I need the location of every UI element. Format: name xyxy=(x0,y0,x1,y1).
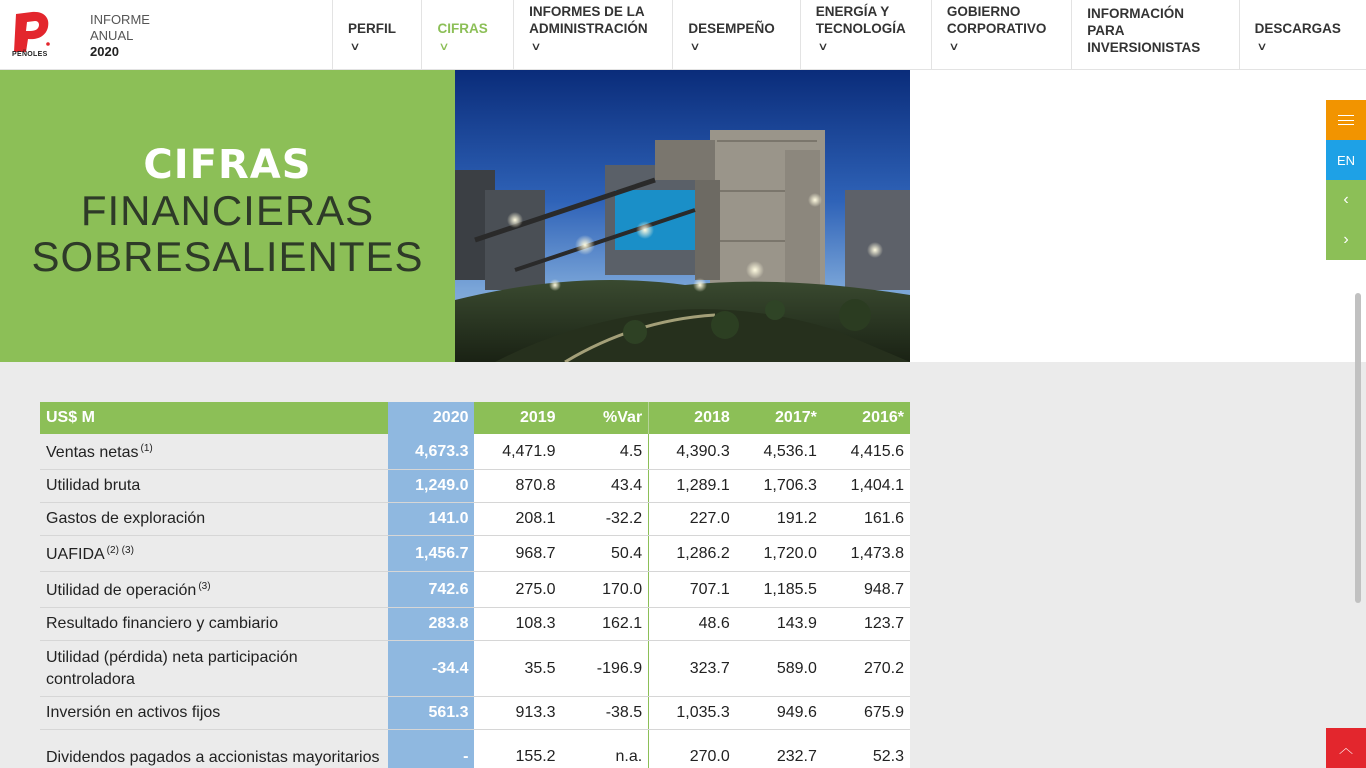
cell-2019: 870.8 xyxy=(474,470,561,503)
cell-2020: 283.8 xyxy=(388,608,474,641)
nav-item-label-line1: INFORMACIÓN PARA xyxy=(1087,6,1185,38)
nav-item-label xyxy=(1087,5,1223,56)
cell-var: 4.5 xyxy=(562,434,649,470)
row-label xyxy=(40,697,388,730)
hero-title-panel xyxy=(0,70,455,362)
hamburger-icon xyxy=(1338,115,1354,125)
cell-var: -38.5 xyxy=(562,697,649,730)
cell-2017: 232.7 xyxy=(736,730,823,768)
nav-item-0[interactable] xyxy=(332,0,421,70)
cell-2017: 4,536.1 xyxy=(736,434,823,470)
table-header-var: %Var xyxy=(562,402,649,434)
hero-title-line2: FINANCIERAS xyxy=(80,187,375,234)
nav-item-6[interactable] xyxy=(1071,0,1238,70)
cell-2016: 4,415.6 xyxy=(823,434,910,470)
chevron-down-icon: ∨ xyxy=(530,41,542,53)
nav-item-label xyxy=(947,3,1056,56)
main-nav xyxy=(332,0,1366,70)
chevron-right-icon: › xyxy=(1343,231,1349,248)
cell-2018: 270.0 xyxy=(649,730,736,768)
cell-var: -32.2 xyxy=(562,503,649,536)
nav-item-2[interactable] xyxy=(513,0,672,70)
language-toggle-button[interactable]: EN xyxy=(1326,140,1366,180)
table-row xyxy=(40,503,910,536)
cell-2019: 4,471.9 xyxy=(474,434,561,470)
hero-title-line3: SOBRESALIENTES xyxy=(31,233,424,280)
cell-2019: 108.3 xyxy=(474,608,561,641)
cell-2020: 1,249.0 xyxy=(388,470,474,503)
side-toolbar xyxy=(1326,100,1366,260)
report-year: 2020 xyxy=(90,44,119,59)
page-scrollbar-thumb[interactable] xyxy=(1355,293,1361,603)
cell-2018: 1,286.2 xyxy=(649,536,736,572)
nav-item-1[interactable] xyxy=(421,0,513,70)
cell-2020: 4,673.3 xyxy=(388,434,474,470)
table-row xyxy=(40,697,910,730)
cell-2017: 949.6 xyxy=(736,697,823,730)
cell-2019: 275.0 xyxy=(474,572,561,608)
cell-var: -196.9 xyxy=(562,641,649,697)
nav-item-label-line1: ENERGÍA Y xyxy=(815,4,890,19)
table-header-2019: 2019 xyxy=(474,402,561,434)
table-row xyxy=(40,730,910,768)
row-label-text: Ventas netas xyxy=(46,444,139,461)
financial-highlights-table xyxy=(40,402,910,768)
cell-var: n.a. xyxy=(562,730,649,768)
chevron-down-icon: ∨ xyxy=(948,41,960,53)
nav-item-7[interactable] xyxy=(1239,0,1366,70)
table-header-label: US$ M xyxy=(40,402,388,434)
table-row xyxy=(40,470,910,503)
cell-2018: 48.6 xyxy=(649,608,736,641)
table-header-2017: 2017* xyxy=(736,402,823,434)
cell-2017: 1,706.3 xyxy=(736,470,823,503)
cell-2019: 35.5 xyxy=(474,641,561,697)
cell-2016: 123.7 xyxy=(823,608,910,641)
chevron-left-icon: ‹ xyxy=(1343,191,1349,208)
cell-2016: 270.2 xyxy=(823,641,910,697)
table-row xyxy=(40,641,910,697)
nav-item-label-line2: INVERSIONISTAS xyxy=(1087,40,1201,55)
nav-item-label-line1: CIFRAS xyxy=(437,21,488,36)
nav-item-label-line2: TECNOLOGÍA xyxy=(815,21,906,36)
cell-2016: 161.6 xyxy=(823,503,910,536)
nav-item-label-line1: DESCARGAS xyxy=(1254,21,1341,36)
chevron-down-icon: ∨ xyxy=(689,41,702,53)
nav-item-label xyxy=(688,20,784,56)
cell-2016: 1,473.8 xyxy=(823,536,910,572)
side-menu-button[interactable] xyxy=(1326,100,1366,140)
row-footnote: (1) xyxy=(140,443,153,454)
row-label-text: Utilidad (pérdida) neta participación controladora xyxy=(46,649,298,688)
cell-2020: 141.0 xyxy=(388,503,474,536)
table-header-row xyxy=(40,402,910,434)
row-label-text: Inversión en activos fijos xyxy=(46,703,221,721)
chevron-up-icon: ︿ xyxy=(1339,740,1353,756)
row-label xyxy=(40,641,388,697)
nav-item-5[interactable] xyxy=(931,0,1071,70)
cell-2018: 4,390.3 xyxy=(649,434,736,470)
table-header-2018: 2018 xyxy=(649,402,736,434)
chevron-down-icon: ∨ xyxy=(349,41,361,53)
cell-var: 170.0 xyxy=(562,572,649,608)
table-row xyxy=(40,536,910,572)
cell-2020: -34.4 xyxy=(388,641,474,697)
table-row xyxy=(40,572,910,608)
nav-item-label-line1: PERFIL xyxy=(348,21,397,36)
cell-2017: 1,185.5 xyxy=(736,572,823,608)
cell-2018: 1,289.1 xyxy=(649,470,736,503)
row-label-text: Dividendos pagados a accionistas mayoritarios xyxy=(46,748,380,766)
row-label xyxy=(40,536,388,572)
row-label-text: Resultado financiero y cambiario xyxy=(46,614,279,632)
report-title-line1: INFORME xyxy=(90,12,150,27)
nav-item-label-line2: CORPORATIVO xyxy=(946,21,1047,36)
hero-image-mining-plant xyxy=(455,70,910,362)
cell-2018: 323.7 xyxy=(649,641,736,697)
nav-item-label-line1: DESEMPEÑO xyxy=(688,21,775,36)
nav-item-label xyxy=(437,20,498,56)
nav-item-label xyxy=(1255,20,1351,56)
nav-item-label-line1: INFORMES DE LA xyxy=(529,4,645,19)
row-label-text: Utilidad de operación xyxy=(46,582,197,599)
row-label xyxy=(40,434,388,470)
cell-2020: 561.3 xyxy=(388,697,474,730)
table-body xyxy=(40,434,910,768)
cell-2020: 742.6 xyxy=(388,572,474,608)
cell-2018: 1,035.3 xyxy=(649,697,736,730)
row-label xyxy=(40,503,388,536)
report-title[interactable] xyxy=(90,12,150,60)
row-label-text: UAFIDA xyxy=(46,546,105,563)
nav-item-label-line1: GOBIERNO xyxy=(946,4,1021,19)
row-label xyxy=(40,572,388,608)
cell-2016: 948.7 xyxy=(823,572,910,608)
cell-2016: 1,404.1 xyxy=(823,470,910,503)
row-footnote: (3) xyxy=(198,581,211,592)
table-row xyxy=(40,434,910,470)
nav-item-label xyxy=(816,3,916,56)
logo-wordmark: PEÑOLES xyxy=(12,51,48,58)
hero-blank-area xyxy=(910,70,1366,362)
hero-title-bold: CIFRAS xyxy=(143,142,312,188)
cell-2017: 191.2 xyxy=(736,503,823,536)
row-footnote: (2) (3) xyxy=(106,545,134,556)
cell-2019: 968.7 xyxy=(474,536,561,572)
next-page-button[interactable] xyxy=(1326,220,1366,260)
cell-2020: - xyxy=(388,730,474,768)
cell-2018: 707.1 xyxy=(649,572,736,608)
cell-2018: 227.0 xyxy=(649,503,736,536)
cell-var: 50.4 xyxy=(562,536,649,572)
row-label-text: Gastos de exploración xyxy=(46,509,206,527)
cell-2019: 913.3 xyxy=(474,697,561,730)
cell-2016: 675.9 xyxy=(823,697,910,730)
cell-2016: 52.3 xyxy=(823,730,910,768)
nav-item-4[interactable] xyxy=(800,0,931,70)
cell-2020: 1,456.7 xyxy=(388,536,474,572)
cell-var: 162.1 xyxy=(562,608,649,641)
cell-2017: 589.0 xyxy=(736,641,823,697)
chevron-down-icon: ∨ xyxy=(1256,41,1268,53)
chevron-down-icon: ∨ xyxy=(438,41,451,53)
cell-2019: 155.2 xyxy=(474,730,561,768)
table-header-2020: 2020 xyxy=(388,402,474,434)
row-label xyxy=(40,470,388,503)
row-label-text: Utilidad bruta xyxy=(46,476,141,494)
nav-item-label-line2: ADMINISTRACIÓN xyxy=(529,21,648,36)
row-label xyxy=(40,730,388,768)
table-header-2016: 2016* xyxy=(823,402,910,434)
previous-page-button[interactable] xyxy=(1326,180,1366,220)
back-to-top-button[interactable] xyxy=(1326,728,1366,768)
nav-item-label xyxy=(348,20,406,56)
cell-2017: 1,720.0 xyxy=(736,536,823,572)
nav-item-3[interactable] xyxy=(672,0,799,70)
nav-item-label xyxy=(529,3,657,56)
cell-var: 43.4 xyxy=(562,470,649,503)
top-header xyxy=(0,0,1366,70)
cell-2017: 143.9 xyxy=(736,608,823,641)
table-row xyxy=(40,608,910,641)
chevron-down-icon: ∨ xyxy=(817,41,829,53)
cell-2019: 208.1 xyxy=(474,503,561,536)
report-title-line2: ANUAL xyxy=(90,28,134,43)
row-label xyxy=(40,608,388,641)
